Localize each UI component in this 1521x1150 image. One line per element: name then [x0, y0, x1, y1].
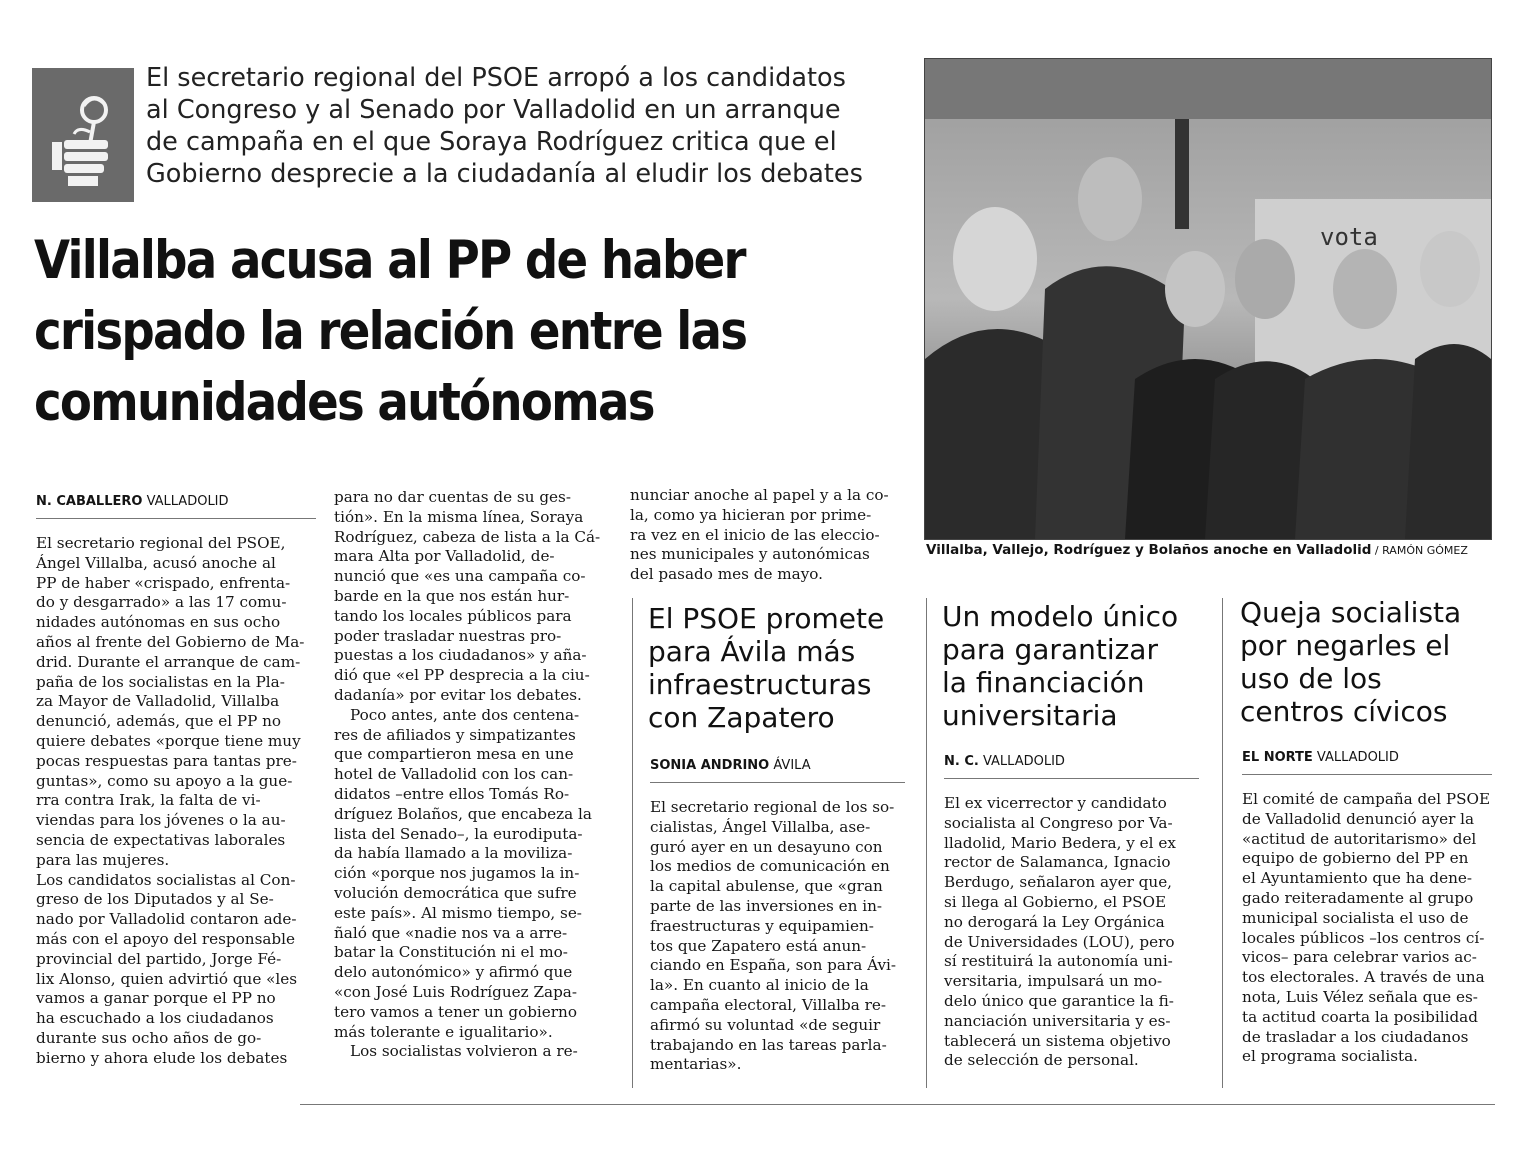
text-line: nanciación universitaria y es- — [944, 1011, 1171, 1030]
university-body — [944, 794, 1214, 1071]
text-line: vicos– para celebrar varios ac- — [1242, 948, 1477, 967]
text-line: campaña electoral, Villalba re- — [650, 995, 886, 1014]
text-line: municipal socialista el uso de — [1242, 908, 1469, 927]
text-line: Rodríguez, cabeza de lista a la Cá- — [334, 527, 601, 546]
caption-text: Villalba, Vallejo, Rodríguez y Bolaños anoche en Valladolid — [926, 542, 1372, 558]
text-line: ha escuchado a los ciudadanos — [36, 1009, 274, 1028]
text-line: locales públicos –los centros cí- — [1242, 928, 1485, 947]
subhead-line: Queja socialista — [1240, 596, 1462, 629]
text-line: nota, Luis Vélez señala que es- — [1242, 987, 1478, 1006]
avila-body — [650, 798, 920, 1075]
text-line: para las mujeres. — [36, 850, 170, 869]
headline-line: Villalba acusa al PP de haber — [34, 230, 745, 291]
text-line: batar la Constitución ni el mo- — [334, 943, 568, 962]
main-article-column-2 — [334, 488, 624, 1062]
psoe-logo — [32, 68, 134, 202]
text-line: equipo de gobierno del PP en — [1242, 849, 1469, 868]
main-headline — [34, 225, 808, 438]
text-line: puestas a los ciudadanos» y aña- — [334, 646, 587, 665]
queja-body — [1242, 790, 1502, 1067]
text-line: guró ayer en un desayuno con — [650, 837, 883, 856]
text-line: lista del Senado–, la eurodiputa- — [334, 824, 583, 843]
subhead-line: por negarles el — [1240, 629, 1451, 662]
text-line: lladolid, Mario Bedera, y el ex — [944, 833, 1176, 852]
text-line: más con el apoyo del responsable — [36, 929, 295, 948]
text-line: durante sus ocho años de go- — [36, 1028, 262, 1047]
text-line: za Mayor de Valladolid, Villalba — [36, 692, 280, 711]
photo-caption — [926, 542, 1492, 558]
text-line: drid. Durante el arranque de cam- — [36, 652, 301, 671]
kicker-line: El secretario regional del PSOE arropó a los candidatos — [146, 63, 846, 93]
text-line: nidades autónomas en sus ocho — [36, 613, 281, 632]
text-line: viendas para los jóvenes o la au- — [36, 811, 286, 830]
column-divider — [1222, 598, 1223, 1088]
kicker-line: al Congreso y al Senado por Valladolid en un arranque — [146, 95, 841, 125]
subhead-line: para garantizar — [942, 633, 1158, 666]
text-line: lix Alonso, quien advirtió que «les — [36, 969, 298, 988]
text-line: para no dar cuentas de su ges- — [334, 488, 571, 506]
text-line: dadanía» por evitar los debates. — [334, 685, 582, 704]
text-line: volución democrática que sufre — [334, 883, 577, 902]
text-line: la». En cuanto al inicio de la — [650, 976, 869, 995]
university-byline — [944, 754, 1065, 769]
text-line: delo único que garantice la fi- — [944, 991, 1174, 1010]
fist-and-rose-icon — [32, 68, 134, 202]
text-line: la, como ya hicieran por prime- — [630, 505, 872, 524]
photo-image — [925, 59, 1491, 539]
kicker-line: Gobierno desprecie a la ciudadanía al eludir los debates — [146, 159, 863, 189]
byline-location: VALLADOLID — [978, 754, 1065, 769]
photo-credit: / RAMÓN GÓMEZ — [1371, 544, 1468, 557]
text-line: que compartieron mesa en une — [334, 745, 574, 764]
subhead-line: universitaria — [942, 699, 1118, 732]
text-line: hotel de Valladolid con los can- — [334, 765, 574, 784]
text-line: ción «porque nos jugamos la in- — [334, 864, 580, 883]
text-line: del pasado mes de mayo. — [630, 565, 824, 584]
divider — [36, 518, 316, 519]
byline-author: EL NORTE — [1242, 750, 1313, 765]
avila-byline — [650, 758, 811, 773]
text-line: El secretario regional de los so- — [650, 798, 895, 816]
text-line: tero vamos a tener un gobierno — [334, 1002, 577, 1021]
text-line: si llega al Gobierno, el PSOE — [944, 892, 1167, 911]
divider — [650, 782, 905, 783]
column-divider — [926, 598, 927, 1088]
text-line: versitaria, impulsará un mo- — [944, 972, 1163, 991]
photo-sign-text: vota — [1320, 223, 1378, 251]
main-byline — [36, 494, 229, 509]
text-line: parte de las inversiones en in- — [650, 896, 883, 915]
main-article-column-1 — [36, 534, 326, 1069]
text-line: delo autonómico» y afirmó que — [334, 963, 573, 982]
text-line: socialista al Congreso por Va- — [944, 813, 1173, 832]
subhead-line: El PSOE promete — [648, 602, 885, 635]
text-line: greso de los Diputados y al Se- — [36, 890, 274, 909]
headline-line: comunidades autónomas — [34, 372, 654, 433]
text-line: do y desgarrado» a las 17 comu- — [36, 593, 287, 612]
byline-location: ÁVILA — [769, 758, 811, 773]
text-line: de trasladar a los ciudadanos — [1242, 1027, 1469, 1046]
queja-headline — [1240, 596, 1500, 728]
text-line: nunció que «es una campaña co- — [334, 567, 586, 586]
text-line: res de afiliados y simpatizantes — [334, 725, 576, 744]
subhead-line: centros cívicos — [1240, 695, 1448, 728]
text-line: El secretario regional del PSOE, — [36, 534, 286, 552]
text-line: guntas», como su apoyo a la gue- — [36, 771, 293, 790]
bottom-rule — [300, 1104, 1495, 1105]
queja-byline — [1242, 750, 1399, 765]
text-line: pocas respuestas para tantas pre- — [36, 751, 297, 770]
text-line: de Valladolid denunció ayer la — [1242, 809, 1475, 828]
text-line: quiere debates «porque tiene muy — [36, 731, 301, 750]
text-line: tos que Zapatero está anun- — [650, 936, 867, 955]
university-headline — [942, 600, 1212, 732]
text-line: mara Alta por Valladolid, de- — [334, 547, 555, 566]
text-line: tos electorales. A través de una — [1242, 968, 1485, 987]
text-line: los medios de comunicación en — [650, 857, 890, 876]
byline-location: VALLADOLID — [1312, 750, 1399, 765]
text-line: «con José Luis Rodríguez Zapa- — [334, 982, 577, 1001]
text-line: vamos a ganar porque el PP no — [36, 989, 276, 1008]
subhead-line: Un modelo único — [942, 600, 1179, 633]
text-line: Los candidatos socialistas al Con- — [36, 870, 296, 889]
text-line: rra contra Irak, la falta de vi- — [36, 791, 261, 810]
text-line: da había llamado a la moviliza- — [334, 844, 573, 863]
text-line: tando los locales públicos para — [334, 606, 572, 625]
text-line: nunciar anoche al papel y a la co- — [630, 486, 889, 504]
text-line: ta actitud coarta la posibilidad — [1242, 1007, 1478, 1026]
text-line: tablecerá un sistema objetivo — [944, 1031, 1171, 1050]
text-line: el programa socialista. — [1242, 1047, 1418, 1066]
byline-author: N. CABALLERO — [36, 494, 143, 509]
text-line: poder trasladar nuestras pro- — [334, 626, 562, 645]
text-line: cialistas, Ángel Villalba, ase- — [650, 817, 871, 836]
text-line: dríguez Bolaños, que encabeza la — [334, 804, 592, 823]
kicker-line: de campaña en el que Soraya Rodríguez critica que el — [146, 127, 837, 157]
text-line: más tolerante e igualitario». — [334, 1022, 553, 1041]
column-divider — [632, 598, 633, 1088]
text-line: ciando en España, son para Ávi- — [650, 956, 897, 975]
text-line: tión». En la misma línea, Soraya — [334, 507, 584, 526]
text-line: El comité de campaña del PSOE — [1242, 790, 1491, 808]
subhead-line: con Zapatero — [648, 701, 835, 734]
byline-location: VALLADOLID — [142, 494, 229, 509]
byline-author: SONIA ANDRINO — [650, 758, 770, 773]
text-line: provincial del partido, Jorge Fé- — [36, 949, 282, 968]
text-line: ñaló que «nadie nos va a arre- — [334, 923, 568, 942]
text-line: años al frente del Gobierno de Ma- — [36, 632, 305, 651]
subhead-line: para Ávila más — [648, 635, 856, 668]
text-line: este país». Al mismo tiempo, se- — [334, 903, 582, 922]
text-line: Los socialistas volvieron a re- — [350, 1042, 578, 1061]
text-line: ra vez en el inicio de las eleccio- — [630, 525, 880, 544]
text-line: PP de haber «crispado, enfrenta- — [36, 573, 291, 592]
divider — [1242, 774, 1492, 775]
text-line: sí restituirá la autonomía uni- — [944, 952, 1173, 971]
subhead-line: la financiación — [942, 666, 1145, 699]
text-line: Berdugo, señalaron ayer que, — [944, 873, 1173, 892]
headline-line: crispado la relación entre las — [34, 301, 747, 362]
subhead-line: infraestructuras — [648, 668, 872, 701]
text-line: no derogará la Ley Orgánica — [944, 912, 1165, 931]
text-line: afirmó su voluntad «de seguir — [650, 1015, 881, 1034]
kicker-subtitle — [146, 62, 906, 190]
text-line: sencia de expectativas laborales — [36, 830, 286, 849]
text-line: trabajando en las tareas parla- — [650, 1035, 887, 1054]
main-article-column-3 — [630, 486, 910, 585]
divider — [944, 778, 1199, 779]
text-line: didatos –entre ellos Tomás Ro- — [334, 784, 570, 803]
news-photo — [924, 58, 1492, 540]
avila-headline — [648, 602, 918, 734]
text-line: la capital abulense, que «gran — [650, 877, 883, 896]
text-line: el Ayuntamiento que ha dene- — [1242, 869, 1473, 888]
text-line: denunció, además, que el PP no — [36, 712, 282, 731]
byline-author: N. C. — [944, 754, 979, 769]
text-line: barde en la que nos están hur- — [334, 586, 570, 605]
text-line: bierno y ahora elude los debates — [36, 1048, 288, 1067]
text-line: nes municipales y autonómicas — [630, 545, 870, 564]
text-line: nado por Valladolid contaron ade- — [36, 910, 297, 929]
subhead-line: uso de los — [1240, 662, 1382, 695]
text-line: El ex vicerrector y candidato — [944, 794, 1167, 812]
text-line: dió que «el PP desprecia a la ciu- — [334, 666, 590, 685]
text-line: paña de los socialistas en la Pla- — [36, 672, 285, 691]
text-line: de Universidades (LOU), pero — [944, 932, 1175, 951]
text-line: de selección de personal. — [944, 1051, 1139, 1070]
text-line: Poco antes, ante dos centena- — [350, 705, 580, 724]
text-line: rector de Salamanca, Ignacio — [944, 853, 1171, 872]
text-line: mentarias». — [650, 1055, 742, 1074]
text-line: Ángel Villalba, acusó anoche al — [36, 553, 276, 572]
text-line: «actitud de autoritarismo» del — [1242, 829, 1477, 848]
text-line: gado reiteradamente al grupo — [1242, 888, 1474, 907]
text-line: fraestructuras y equipamien- — [650, 916, 874, 935]
